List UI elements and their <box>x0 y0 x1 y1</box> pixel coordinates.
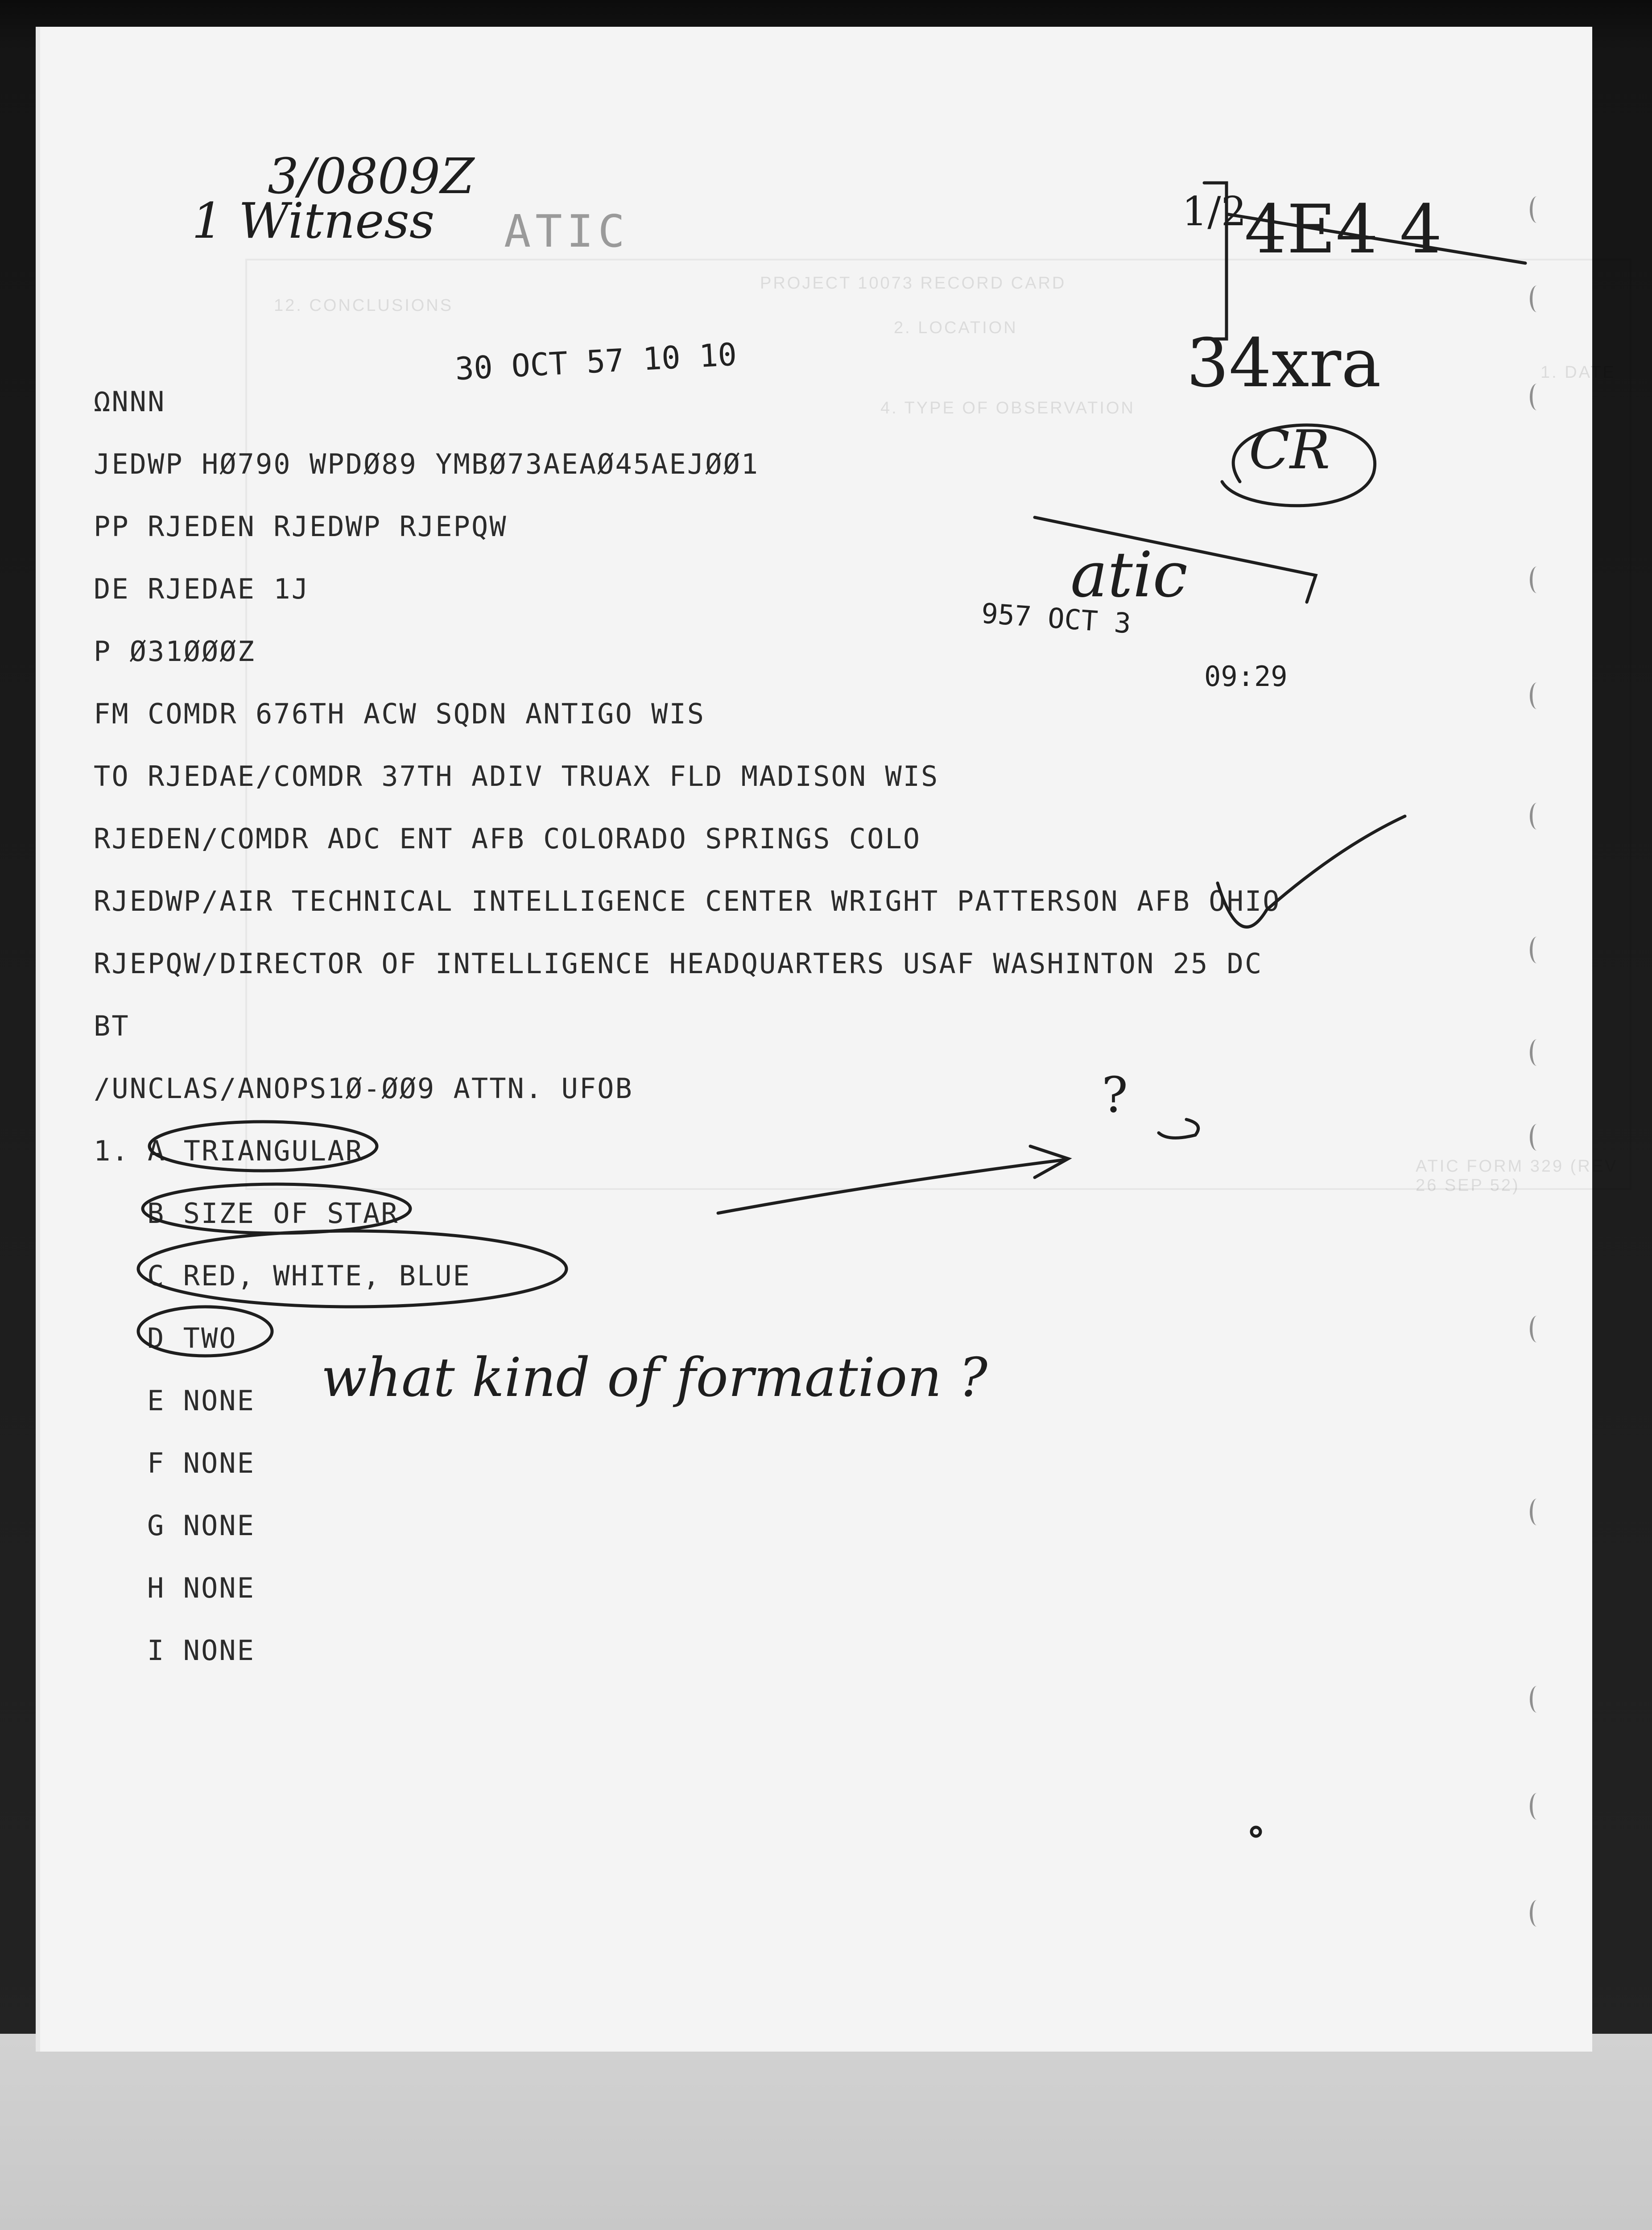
item-g: G NONE <box>147 1509 255 1542</box>
faded-card-conclusions: 12. CONCLUSIONS <box>274 296 454 315</box>
circle-size-of-star <box>143 1184 410 1233</box>
teletype-info-2: RJEDWP/AIR TECHNICAL INTELLIGENCE CENTER WRIGHT PATTERSON AFB OHIO <box>94 885 1281 917</box>
case-number-prefix: 1/2 <box>1182 188 1247 235</box>
scribble-mark <box>1159 1119 1198 1138</box>
item-e: E NONE <box>147 1384 255 1417</box>
case-sub-code: 34xra <box>1186 325 1381 402</box>
arrow-shaft <box>718 1160 1066 1213</box>
teletype-from: FM COMDR 676TH ACW SQDN ANTIGO WIS <box>94 698 706 730</box>
circle-triangular <box>149 1122 377 1171</box>
handwritten-witnesses: 1 Witness <box>192 192 435 249</box>
initials-circle <box>1222 419 1375 506</box>
received-date-stamp: 30 OCT 57 10 10 <box>454 336 738 388</box>
case-bracket <box>1204 183 1227 339</box>
item-b: B SIZE OF STAR <box>147 1197 399 1230</box>
item-d: D TWO <box>147 1322 237 1355</box>
faded-card-location: 2. LOCATION <box>894 318 1018 337</box>
time-stamp: 09:29 <box>1204 660 1288 693</box>
teletype-de-line: DE RJEDAE 1J <box>94 573 310 605</box>
check-mark <box>1218 816 1405 927</box>
case-underline <box>1227 214 1525 263</box>
faded-card-observation: 4. TYPE OF OBSERVATION <box>880 399 1135 417</box>
item-f: F NONE <box>147 1447 255 1479</box>
marginal-question: what kind of formation ? <box>321 1347 988 1409</box>
teletype-header: ΩNNN <box>94 385 166 418</box>
faded-card-form: ATIC FORM 329 (REV 26 SEP 52) <box>1416 1157 1618 1195</box>
handwritten-initials: CR <box>1249 419 1330 481</box>
teletype-subject: /UNCLAS/ANOPS1Ø-ØØ9 ATTN. UFOB <box>94 1072 633 1105</box>
teletype-precedence: PP RJEDEN RJEDWP RJEPQW <box>94 510 508 543</box>
circle-two <box>138 1307 272 1356</box>
teletype-to: TO RJEDAE/COMDR 37TH ADIV TRUAX FLD MADISON WIS <box>94 760 939 793</box>
stamp-box-edge <box>1035 517 1316 602</box>
item-h: H NONE <box>147 1572 255 1604</box>
stray-dot <box>1251 1827 1260 1836</box>
teletype-info-1: RJEDEN/COMDR ADC ENT AFB COLORADO SPRINGS COLO <box>94 822 921 855</box>
teletype-info-3: RJEPQW/DIRECTOR OF INTELLIGENCE HEADQUARTERS USAF WASHINTON 25 DC <box>94 947 1263 980</box>
atic-faint-stamp: ATIC <box>504 205 629 257</box>
handwritten-dtg: 3/0809Z <box>268 148 475 205</box>
teletype-dtg: P Ø31ØØØZ <box>94 635 256 668</box>
atic-stamp: atic <box>1070 539 1188 611</box>
faded-card-title: PROJECT 10073 RECORD CARD <box>760 274 1066 293</box>
question-mark: ? <box>1102 1066 1128 1123</box>
teletype-routing: JEDWP HØ790 WPDØ89 YMBØ73AEAØ45AEJØØ1 <box>94 448 760 480</box>
item-a: 1. A TRIANGULAR <box>94 1135 363 1167</box>
case-number: 4E4 4 <box>1244 191 1442 268</box>
circle-colors <box>138 1231 566 1307</box>
item-i: I NONE <box>147 1634 255 1667</box>
faded-card-date: 1. DATE <box>1540 363 1616 382</box>
item-c: C RED, WHITE, BLUE <box>147 1260 471 1292</box>
oct-stamp: 957 OCT 3 <box>980 597 1132 640</box>
teletype-break: BT <box>94 1010 130 1042</box>
